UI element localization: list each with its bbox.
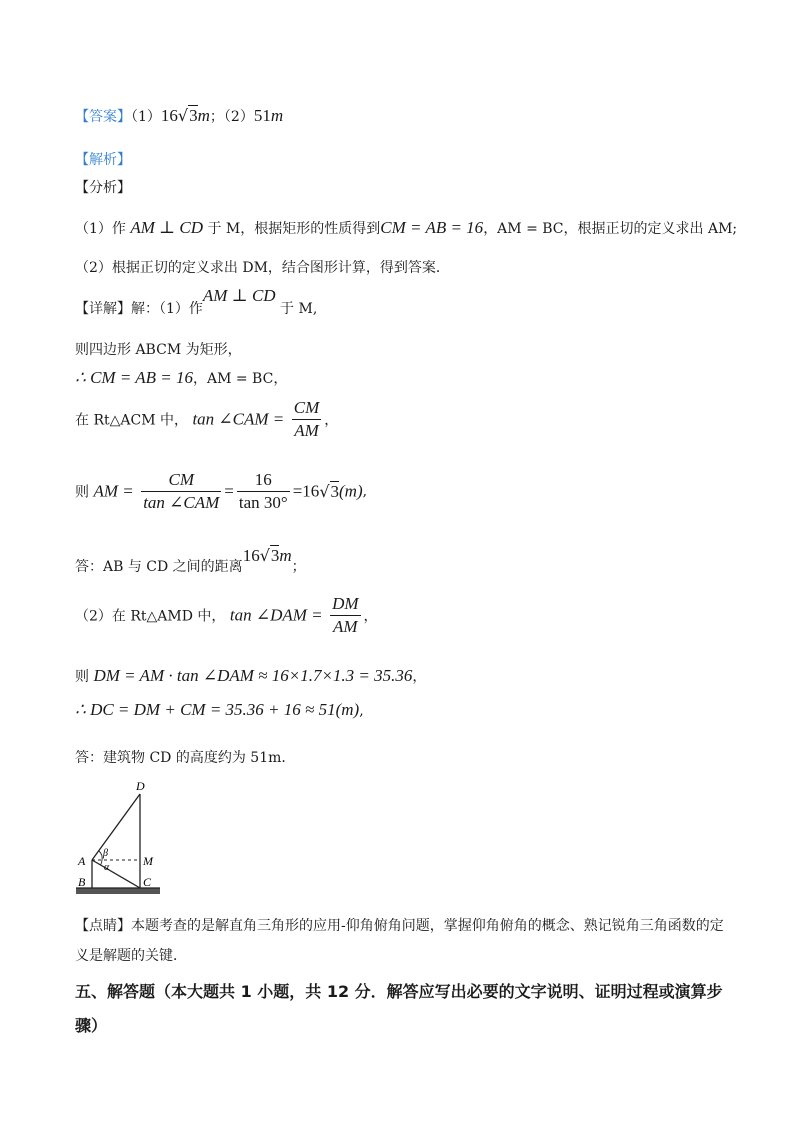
analysis-step-1: （1）作 AM ⊥ CD 于 M，根据矩形的性质得到CM = AB = 16，AM = BC，根据正切的定义求出 AM; bbox=[75, 218, 738, 237]
answer-tag: 【答案】 bbox=[75, 109, 131, 125]
label-beta: β bbox=[103, 848, 108, 859]
analysis-tag: 【解析】 bbox=[75, 152, 131, 168]
analysis-step-2: （2）根据正切的定义求出 DM，结合图形计算，得到答案． bbox=[75, 260, 450, 276]
segment-ac bbox=[92, 860, 140, 888]
solution-line-3: 在 Rt△ACM 中， tan ∠CAM = $\frac{CM}{AM}$ ， bbox=[75, 398, 339, 440]
label-c: C bbox=[143, 875, 152, 889]
label-d: D bbox=[136, 779, 145, 793]
label-alpha: α bbox=[104, 862, 110, 873]
fenxi-heading: 【分析】 bbox=[75, 180, 131, 196]
detail-line: 【详解】解：（1）作AM ⊥ CD 于 M, bbox=[75, 286, 318, 317]
final-answer: 答：建筑物 CD 的高度约为 51m． bbox=[75, 750, 296, 766]
segment-ad bbox=[92, 794, 140, 860]
fraction-cm-tan: $\frac{CM}{\text{tan ∠CAM}}$ bbox=[143, 470, 220, 512]
fraction-dm-am: $\frac{DM}{AM}$ bbox=[332, 594, 359, 636]
fraction-16-tan30: $\frac{16}{\tan 30^\circ}$ bbox=[238, 470, 288, 512]
solution-line-2: ∴ CM = AB = 16，AM = BC， bbox=[75, 368, 288, 387]
answer-distance: 答：AB 与 CD 之间的距离16√3m； bbox=[75, 546, 306, 575]
angle-beta-arc bbox=[99, 851, 102, 860]
solution-line-6: （2）在 Rt△AMD 中， tan ∠DAM = $\frac{DM}{AM}$ ， bbox=[75, 594, 378, 636]
dianjing-line-1: 【点睛】本题考查的是解直角三角形的应用-仰角俯角问题，掌握仰角俯角的概念、熟记锐角三角函数的定 bbox=[75, 918, 724, 934]
section-heading-line-1: 五、解答题（本大题共 1 小题，共 12 分．解答应写出必要的文字说明、证明过程或演算步 bbox=[75, 982, 723, 1001]
solution-line-7: 则 DM = AM · tan ∠DAM ≈ 16×1.7×1.3 = 35.36， bbox=[75, 666, 427, 685]
label-m: M bbox=[143, 854, 153, 868]
answer-line: 【答案】（1）16√3m；（2）51m bbox=[75, 106, 284, 125]
angle-alpha-arc bbox=[101, 860, 103, 865]
label-b: B bbox=[78, 875, 86, 889]
dianjing-line-2: 义是解题的关键． bbox=[75, 948, 187, 964]
geometry-figure bbox=[72, 776, 164, 900]
solution-line-1: 则四边形 ABCM 为矩形， bbox=[75, 342, 242, 358]
section-heading-line-2: 骤） bbox=[75, 1016, 108, 1035]
label-a: A bbox=[78, 854, 86, 868]
solution-line-8: ∴ DC = DM + CM = 35.36 + 16 ≈ 51(m), bbox=[75, 700, 364, 719]
fraction-cm-am: $\frac{CM}{AM}$ bbox=[293, 398, 320, 440]
solution-line-4: 则 AM = $\frac{CM}{\text{tan ∠CAM}}$ = $\frac{16}{\tan 30^\circ}$ =16√3(m), bbox=[75, 470, 368, 512]
